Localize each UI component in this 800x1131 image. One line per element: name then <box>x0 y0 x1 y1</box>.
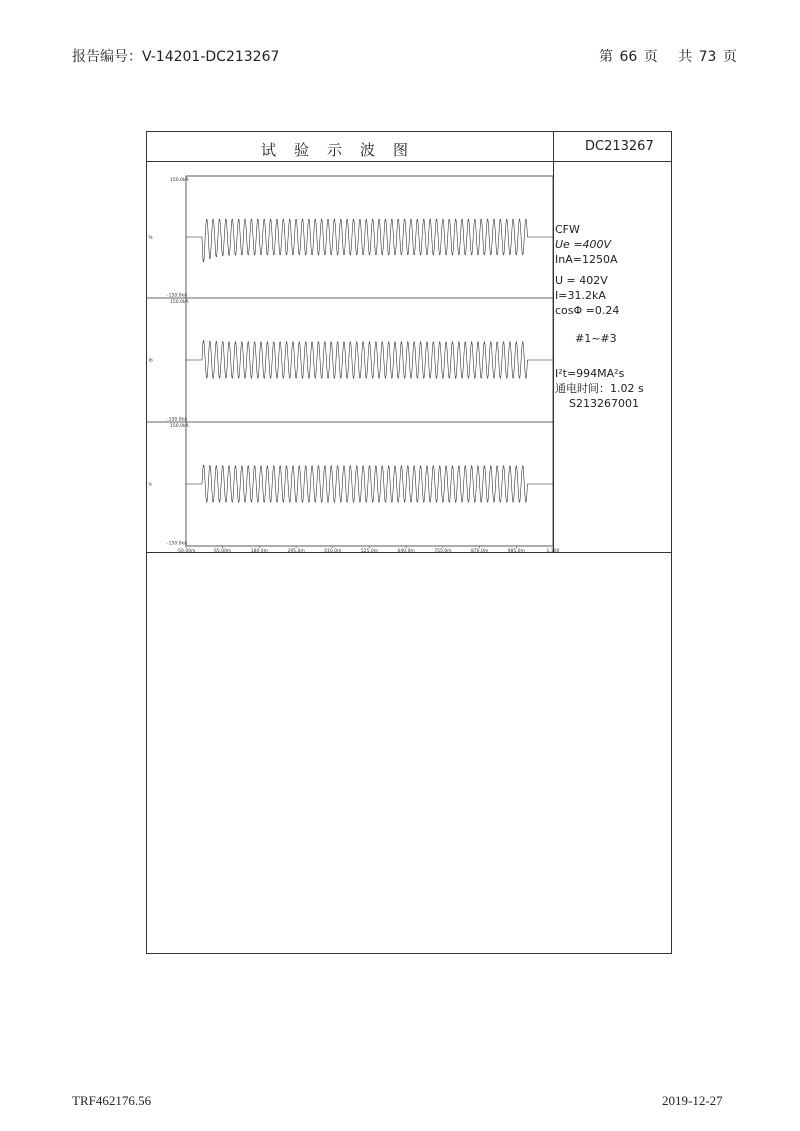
x-tick-label: 985.0m <box>507 549 525 554</box>
i2t-value: I²t=994MA²s <box>555 367 625 380</box>
x-tick-label: -50.00m <box>176 549 196 554</box>
channel-name-label: Ic <box>148 482 153 488</box>
test-parameters <box>555 222 669 411</box>
channel-name-label: Ia <box>148 235 153 241</box>
channel-name-label: Ib <box>148 358 153 364</box>
report-number: 报告编号：V-14201-DC213267 <box>72 49 280 65</box>
power-factor: cosΦ =0.24 <box>555 304 620 317</box>
oscillogram-chart <box>147 132 560 554</box>
test-voltage: U = 402V <box>555 274 608 287</box>
test-code: DC213267 <box>585 139 654 154</box>
doc-code: TRF462176.56 <box>72 1093 152 1108</box>
waveform-ia <box>186 219 553 262</box>
x-tick-label: 640.0m <box>397 549 415 554</box>
test-current: I=31.2kA <box>555 289 606 302</box>
page-info: 第 66 页 共 73 页 <box>599 49 737 65</box>
x-tick-label: 65.00m <box>214 549 232 554</box>
x-tick-label: 295.0m <box>287 549 305 554</box>
spacer <box>555 318 669 331</box>
report-date: 2019-12-27 <box>662 1093 723 1108</box>
x-tick-label: 410.0m <box>324 549 342 554</box>
x-tick-label: 1.100 <box>546 549 560 554</box>
panel-bottom-label: -150.0kA <box>167 293 188 299</box>
panel-bottom-label: -150.0kA <box>167 541 188 547</box>
spacer <box>555 346 669 360</box>
oscillogram-frame <box>146 131 672 954</box>
plot-frame <box>186 176 553 546</box>
panel-top-label: 150.0kA <box>170 178 189 183</box>
waveform-ic <box>186 465 553 502</box>
panel-top-label: 150.0kA <box>170 424 189 429</box>
sample-numbers: #1~#3 <box>575 332 617 345</box>
waveform-ib <box>186 340 553 378</box>
x-tick-label: 525.0m <box>360 549 379 554</box>
x-tick-label: 870.0m <box>470 549 489 554</box>
current-duration: 通电时间：1.02 s <box>555 382 644 395</box>
panel-bottom-label: -150.0kA <box>167 417 188 423</box>
x-tick-label: 755.0m <box>434 549 452 554</box>
x-tick-label: 180.0m <box>250 549 269 554</box>
rated-voltage: Ue =400V <box>555 238 612 251</box>
rated-current: InA=1250A <box>555 253 618 266</box>
record-number: S213267001 <box>569 397 639 410</box>
breaker-type: CFW <box>555 223 580 236</box>
page-title: 试验示波图 <box>261 141 427 159</box>
panel-top-label: 150.0kA <box>170 300 189 305</box>
